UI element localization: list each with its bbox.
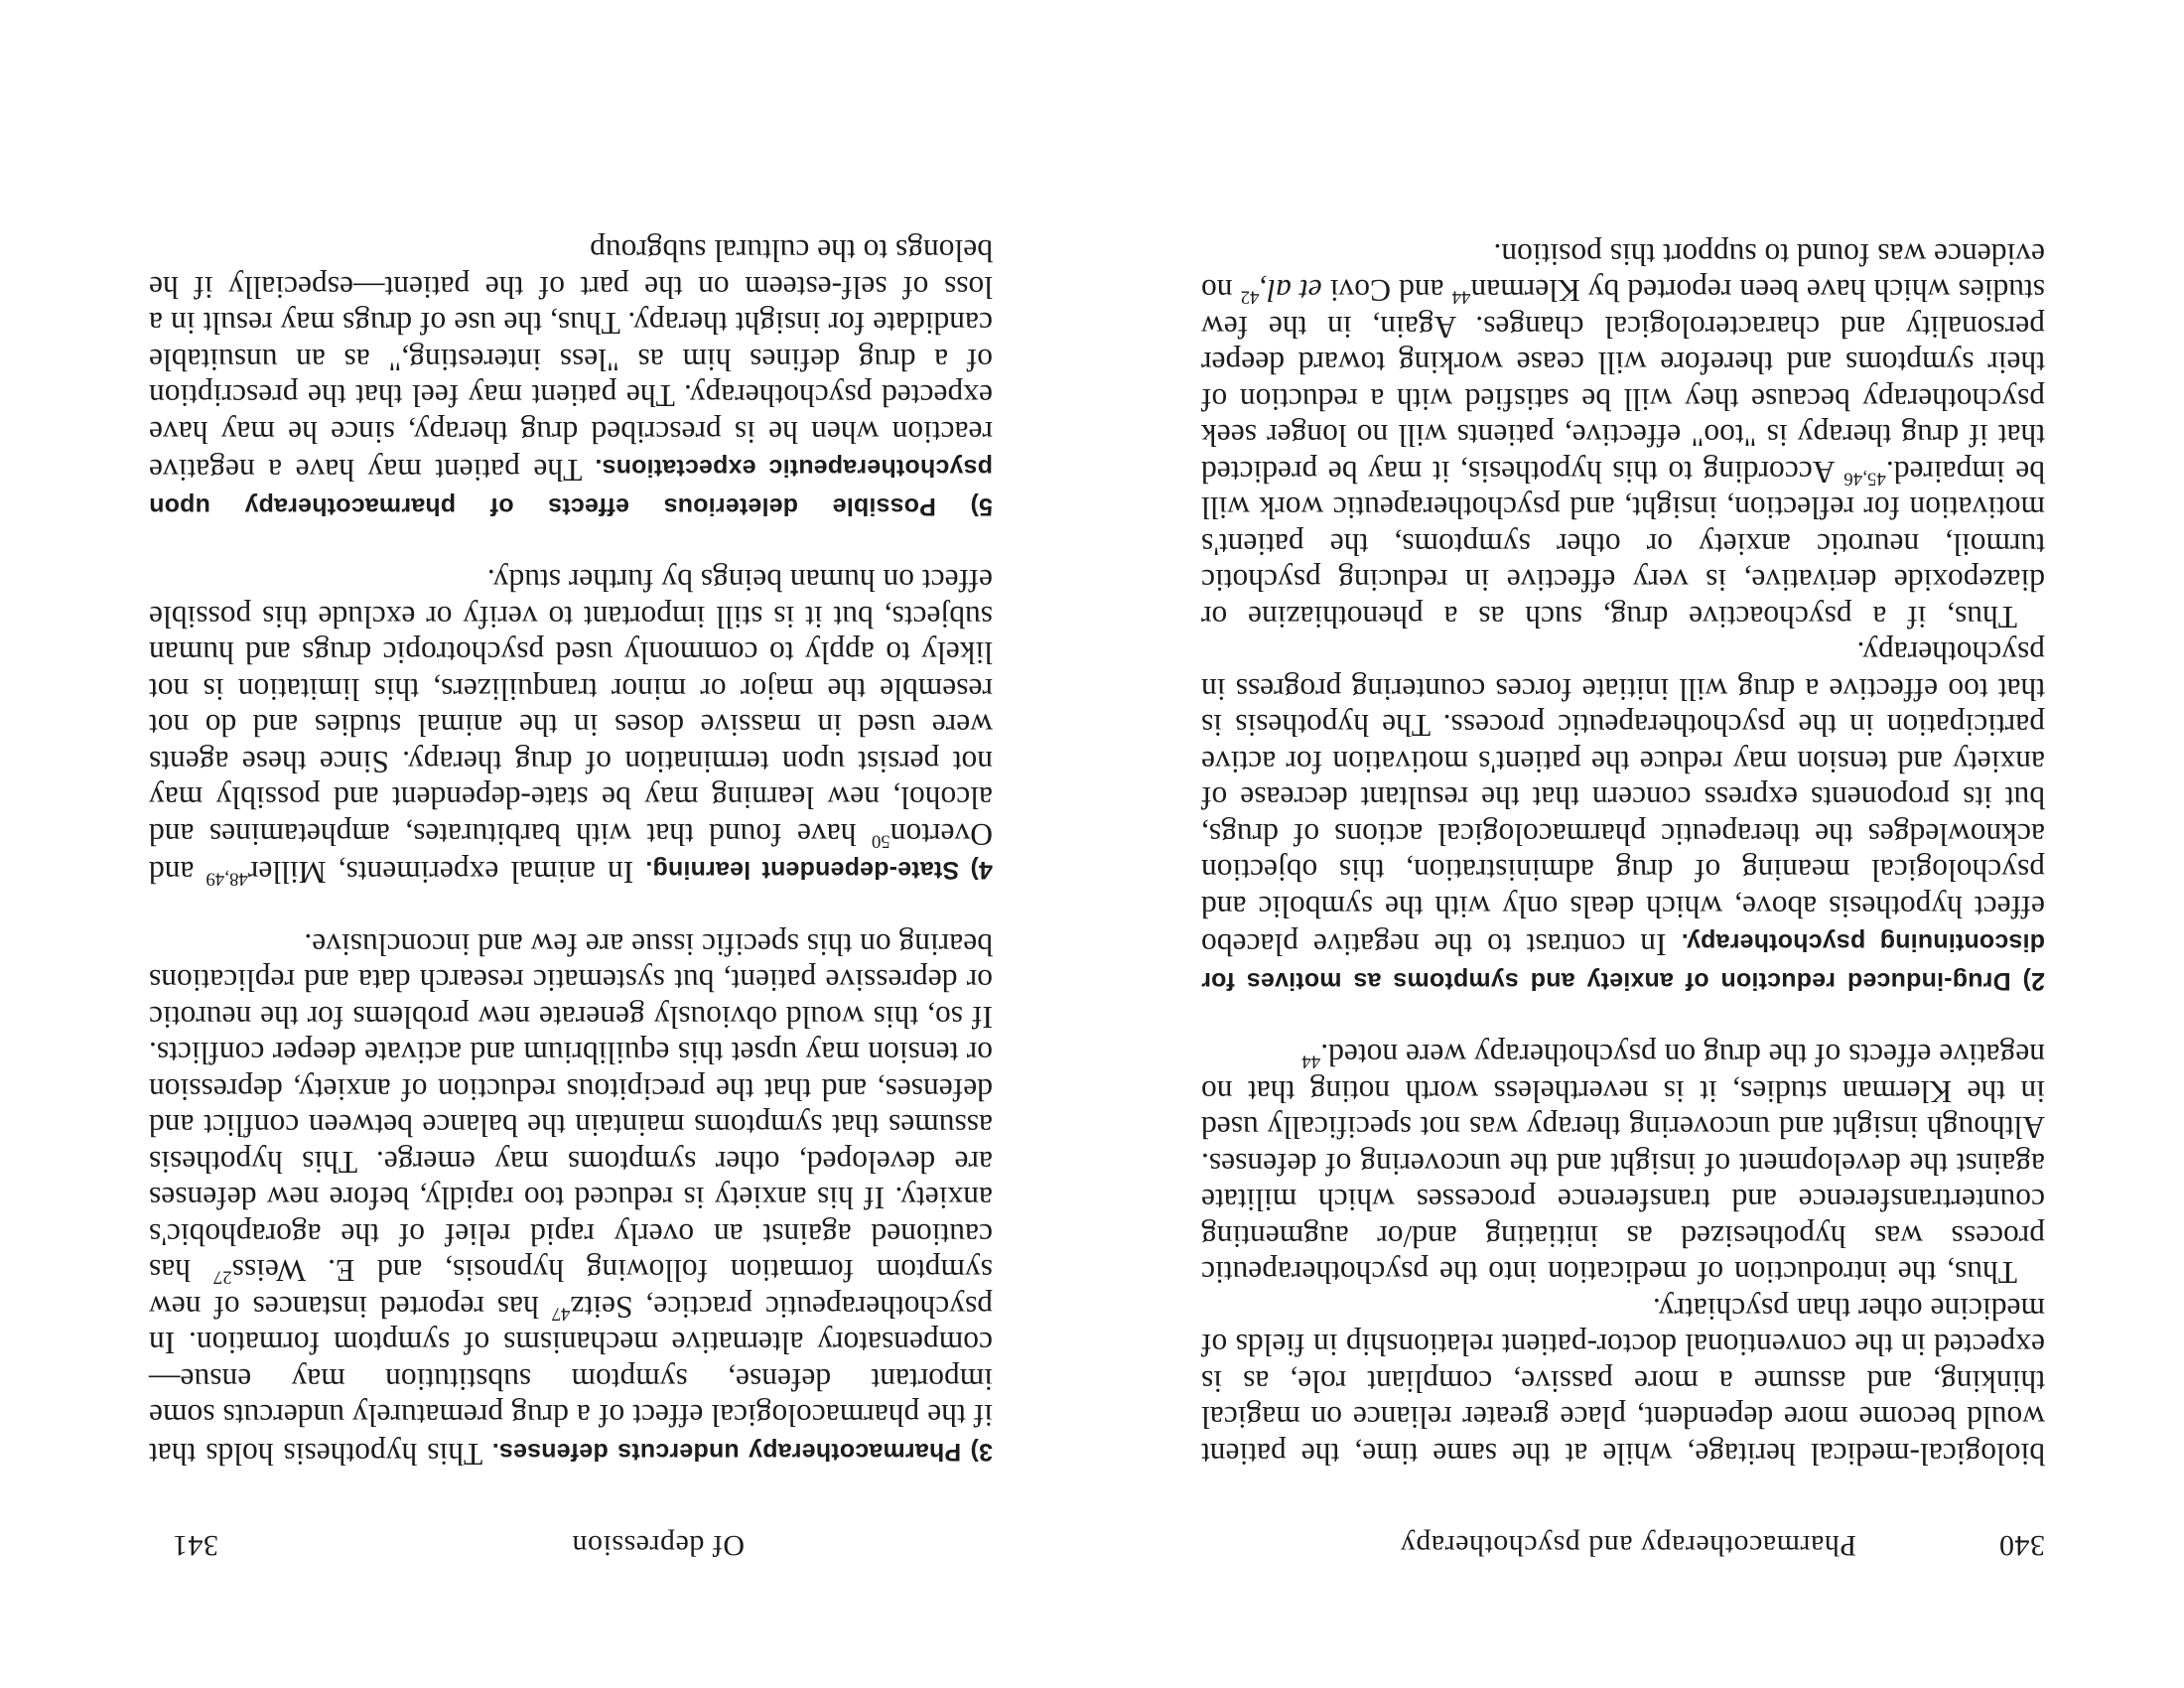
- running-head: Pharmacotherapy and psychotherapy: [1400, 1529, 1856, 1562]
- section-heading: 2) Drug-induced reduction of anxiety and symptoms as motives for discontinuing psychotherapy.: [1201, 928, 2045, 995]
- footnote-ref: 45,46: [1843, 468, 1886, 490]
- footnote-ref: 47: [551, 1303, 571, 1325]
- section-paragraph: 3) Pharmacotherapy undercuts defenses. This hypothesis holds that if the pharmacological effect of a drug prematurely undercuts some important defense, symptom substitution may ensue—compensatory alternative mechanisms of symptom formation. In psychotherapeutic practice, Seitz$^{47}$ has reported instances of new symptom formation following hypnosis, and E. Weiss$^{27}$ has cautioned against an overly rapid relief of the agoraphobic's anxiety. If his anxiety is reduced too rapidly, before new defenses are developed, other symptoms may emerge. This hypothesis assumes that symptoms maintain the balance between conflict and defenses, and that the precipitous reduction of anxiety, depression or tension may upset this equilibrium and activate deeper conflicts. If so, this would obviously generate new problems for the neurotic or depressive patient, but systematic research data and replications bearing on this specific issue are few and inconclusive.: [148, 927, 993, 1472]
- text-column: [1201, 236, 2045, 1473]
- footnote-ref: 44: [1301, 1052, 1321, 1072]
- page-number: 340: [1998, 1529, 2045, 1562]
- paragraph: Thus, the introduction of medication into the psychotherapeutic process was hypothesized as initiating and/or augmenting countertransference and transference processes which militate against the development of insight and the uncovering of defenses. Although insight and uncovering therapy was not specifically used in the Klerman studies, it is nevertheless worth noting that no negative effects of the drug on psychotherapy were noted.$^{44}$: [1201, 1038, 2045, 1291]
- text-column: [149, 232, 993, 1472]
- page-number: 341: [172, 1529, 218, 1562]
- footnote-ref: 44: [1451, 287, 1471, 308]
- page-340: [1092, 0, 2184, 1688]
- running-head: Of depression: [572, 1529, 745, 1562]
- footnote-ref: 50: [871, 830, 890, 852]
- footnote-ref: 27: [212, 1267, 232, 1288]
- footnote-ref: 48,49: [205, 869, 248, 890]
- section-heading: 5) Possible deleterious effects of pharmacotherapy upon psychotherapeutic expectations.: [149, 454, 993, 520]
- section-paragraph: 4) State-dependent learning. In animal experiments, Miller$^{48,49}$ and Overton$^{50}$ have found that with barbiturates, amphetamines and alcohol, new learning may be state-dependent and possibly may not persist upon termination of drug therapy. Since these agents were used in massive doses in the animal studies and do not resemble the major or minor tranquilizers, this limitation is not likely to apply to commonly used psychotropic drugs and human subjects, but it is still important to verify or exclude this possible effect on human beings by further study.: [148, 563, 993, 891]
- footnote-ref: 42: [1240, 287, 1260, 308]
- paragraph: biological-medical heritage, while at the same time, the patient would become more dependent, place greater reliance on magical thinking, and assume a more passive, compliant role, as is expected in the conventional doctor-patient relationship in fields of medicine other than psychiatry.: [1201, 1292, 2045, 1472]
- paragraph: Thus, if a psychoactive drug, such as a phenothiazine or diazepoxide derivative, is very effective in reducing psychotic turmoil, neurotic anxiety or other symptoms, the patient's motivation for reflection, insight, and psychotherapeutic work will be impaired.$^{45,46}$ According to this hypothesis, it may be predicted that if drug therapy is "too" effective, patients will no longer seek psychotherapy because they will be satisfied with a reduction of their symptoms and therefore will cease working toward deeper personality and characterological changes. Again, in the few studies which have been reported by Klerman$^{44}$ and Covi et al,$^{42}$ no evidence was found to support this position.: [1201, 237, 2045, 634]
- section-paragraph: 2) Drug-induced reduction of anxiety and symptoms as motives for discontinuing psychotherapy. In contrast to the negative placebo effect hypothesis above, which deals only with the symbolic and psychological meaning of drug administration, this objection acknowledges the therapeutic pharmacological actions of drugs, but its proponents express concern that the resultant decrease of anxiety and tension may reduce the patient's motivation for active participation in the psychotherapeutic process. The hypothesis is that too effective a drug will initiate forces countering progress in psychotherapy.: [1201, 635, 2045, 995]
- section-paragraph: 5) Possible deleterious effects of pharmacotherapy upon psychotherapeutic expectations. The patient may have a negative reaction when he is prescribed drug therapy, since he may have expected psychotherapy. The patient may feel that the prescription of a drug defines him as "less interesting," as an unsuitable candidate for insight therapy. Thus, the use of drugs may result in a loss of self-esteem on the part of the patient—especially if he belongs to the cultural subgroup: [149, 233, 993, 520]
- section-heading: 3) Pharmacotherapy undercuts defenses.: [491, 1438, 993, 1466]
- section-heading: 4) State-dependent learning.: [645, 856, 993, 885]
